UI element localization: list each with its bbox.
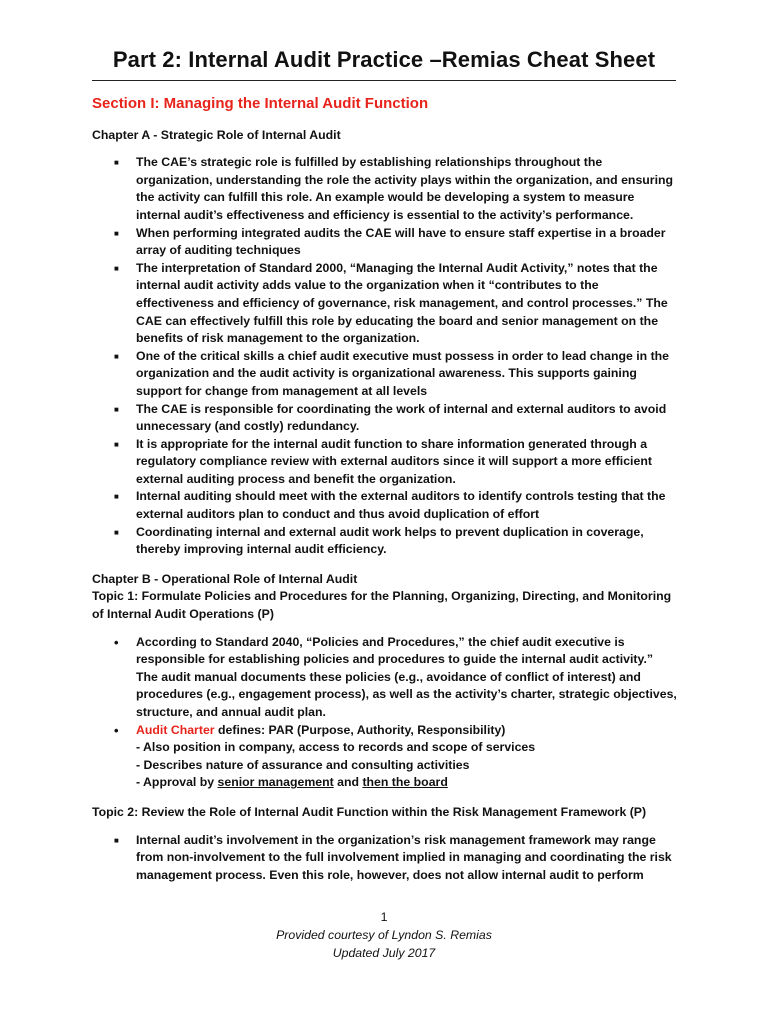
- list-item: ■ Internal auditing should meet with the external auditors to identify controls testing that the external auditors plan to conduct and thus avoid duplication of effort: [114, 489, 666, 522]
- chapter-b-heading: Chapter B - Operational Role of Internal Audit: [92, 571, 358, 586]
- square-bullet-icon: ■: [114, 527, 119, 537]
- senior-management-underlined: senior management: [217, 775, 334, 790]
- section-heading: Section I: Managing the Internal Audit Function: [92, 95, 429, 112]
- list-item: ■ Coordinating internal and external audit work helps to prevent duplication in coverage, thereby improving internal audit efficiency.: [114, 524, 644, 557]
- list-item: • Audit Charter defines: PAR (Purpose, Authority, Responsibility) - Also position in company, access to records and scope of services - Describes nature of assurance and consulting activities - Approval by senior management and then the board: [114, 722, 536, 790]
- topic-1-heading: Topic 1: Formulate Policies and Procedures for the Planning, Organizing, Directing, and Monitoring of Internal Audit Operations (P): [92, 589, 672, 622]
- square-bullet-icon: ■: [114, 439, 119, 449]
- charter-line-nature: - Describes nature of assurance and consulting activities: [136, 757, 470, 772]
- charter-line-position: - Also position in company, access to records and scope of services: [136, 740, 536, 755]
- topic-1-bullet-list: [92, 634, 678, 792]
- list-item: • According to Standard 2040, “Policies and Procedures,” the chief audit executive is responsible for establishing policies and procedures to guide the internal audit activity.” The audit manual documents these policies (e.g., avoidance of conflict of interest) and procedures (e.g., engagement process), as well as the activity’s charter, strategic objectives, structure, and annual audit plan.: [114, 634, 677, 719]
- page-number: 1: [380, 910, 388, 924]
- square-bullet-icon: ■: [114, 158, 119, 168]
- document-body: [92, 95, 678, 896]
- square-bullet-icon: ■: [114, 492, 119, 502]
- round-bullet-icon: •: [114, 722, 119, 738]
- updated-line: Updated July 2017: [332, 946, 436, 960]
- courtesy-line: Provided courtesy of Lyndon S. Remias: [276, 928, 492, 942]
- audit-charter-term: Audit Charter: [136, 722, 215, 737]
- title-divider: [92, 80, 676, 81]
- square-bullet-icon: ■: [114, 835, 119, 845]
- round-bullet-icon: •: [114, 634, 119, 650]
- square-bullet-icon: ■: [114, 228, 119, 238]
- list-item: ■ The CAE is responsible for coordinating the work of internal and external auditors to avoid unnecessary (and costly) redundancy.: [114, 401, 667, 434]
- list-item: ■ It is appropriate for the internal audit function to share information generated through a regulatory compliance review with external auditors since it will support a more efficient external auditing process and benefit the organization.: [114, 436, 652, 486]
- chapter-a-bullet-list: [92, 154, 678, 559]
- page-footer: [0, 908, 768, 962]
- list-item: ■ The interpretation of Standard 2000, “Managing the Internal Audit Activity,” notes that the internal audit activity adds value to the organization when it “contributes to the effectiveness and efficiency of governance, risk management, and control processes.” The CAE can effectively fulfill this role by educating the board and senior management on the benefits of risk management to the organization.: [114, 260, 668, 346]
- list-item: ■ One of the critical skills a chief audit executive must possess in order to lead change in the organization and the audit activity is organizational awareness. This supports gaining support for change from management at all levels: [114, 348, 670, 398]
- list-item: ■ When performing integrated audits the CAE will have to ensure staff expertise in a broader array of auditing techniques: [114, 225, 666, 258]
- topic-2-heading: Topic 2: Review the Role of Internal Audit Function within the Risk Management Framework (P): [92, 804, 647, 819]
- topic-2-bullet-list: [92, 832, 678, 885]
- square-bullet-icon: ■: [114, 351, 119, 361]
- page-title: Part 2: Internal Audit Practice –Remias Cheat Sheet: [112, 47, 656, 72]
- then-board-underlined: then the board: [362, 775, 448, 790]
- square-bullet-icon: ■: [114, 263, 119, 273]
- list-item: ■ Internal audit’s involvement in the organization’s risk management framework may range from non-involvement to the full involvement implied in managing and coordinating the risk management process. Even this role, however, does not allow internal audit to perform: [114, 832, 672, 882]
- square-bullet-icon: ■: [114, 404, 119, 414]
- chapter-a-heading: Chapter A - Strategic Role of Internal Audit: [92, 127, 341, 142]
- list-item: ■ The CAE’s strategic role is fulfilled by establishing relationships throughout the organization, understanding the role the activity plays within the organization, and ensuring the activity can fulfill this role. An example would be developing a system to measure internal audit’s effectiveness and efficiency is essential to the activity’s performance.: [114, 155, 674, 222]
